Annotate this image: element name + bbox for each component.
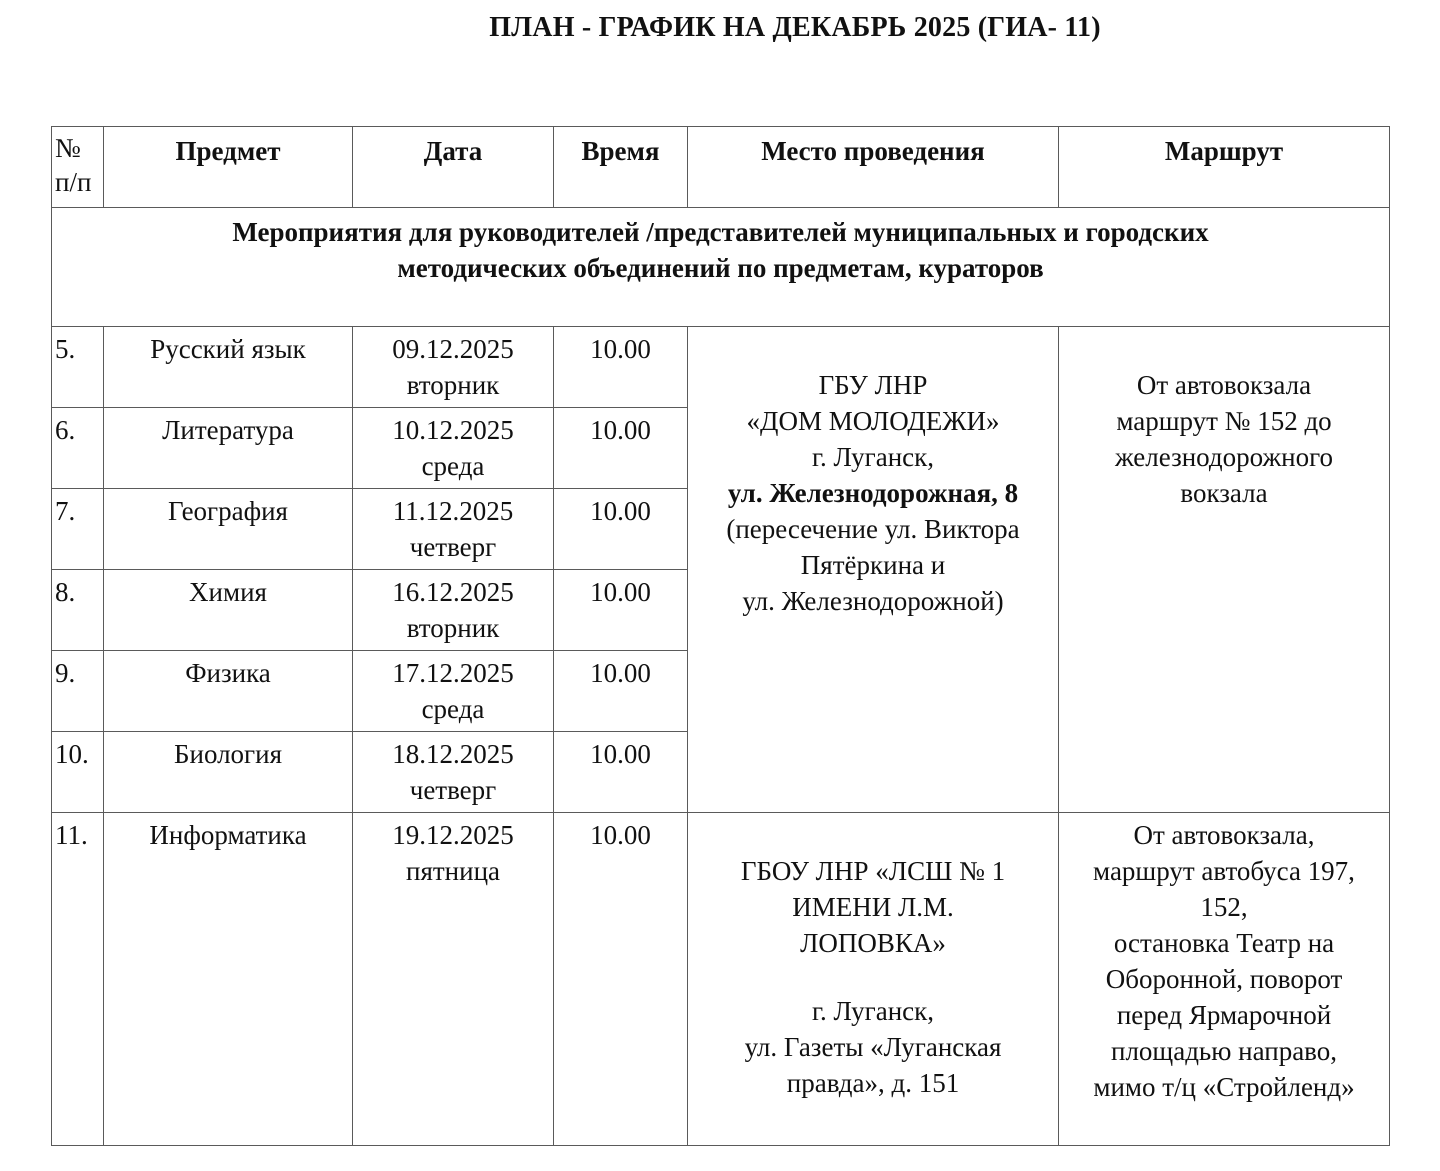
group-row (52, 208, 1390, 327)
row-date-value: 09.12.2025 (392, 334, 514, 364)
place1-line1: ГБУ ЛНР (818, 370, 928, 400)
header-time: Время (554, 127, 688, 208)
header-route: Маршрут (1059, 127, 1390, 208)
row-subject: Информатика (104, 813, 353, 1146)
route-cell-1 (1059, 327, 1390, 813)
route1-line1: От автовокзала (1136, 370, 1312, 400)
row-date (353, 813, 554, 1146)
table-row (52, 813, 1390, 1146)
route1-line3: железнодорожного (1115, 442, 1333, 472)
row-subject: География (104, 489, 353, 570)
place2-spacer (688, 961, 1058, 993)
place-cell-dom-molodezhi (688, 327, 1059, 813)
route1-line4: вокзала (1180, 478, 1268, 508)
row-number: 5. (52, 327, 104, 408)
row-weekday: среда (421, 694, 485, 724)
row-date (353, 651, 554, 732)
row-subject: Литература (104, 408, 353, 489)
document-title: ПЛАН - ГРАФИК НА ДЕКАБРЬ 2025 (ГИА- 11) (489, 12, 1101, 43)
place2-line4: г. Луганск, (811, 996, 935, 1026)
route2-line4: остановка Театр на (1113, 928, 1335, 958)
row-date (353, 732, 554, 813)
place2-line1: ГБОУ ЛНР «ЛСШ № 1 (740, 856, 1006, 886)
header-number-line1: № (55, 133, 81, 163)
row-weekday: четверг (409, 532, 497, 562)
row-time: 10.00 (554, 651, 688, 732)
place2-line5: ул. Газеты «Луганская (744, 1032, 1002, 1062)
route2-line7: площадью направо, (1111, 1036, 1337, 1066)
row-number: 8. (52, 570, 104, 651)
row-number: 6. (52, 408, 104, 489)
row-number: 7. (52, 489, 104, 570)
row-date (353, 327, 554, 408)
row-time: 10.00 (554, 489, 688, 570)
place1-line3: г. Луганск, (811, 442, 935, 472)
route2-line8: мимо т/ц «Стройленд» (1093, 1072, 1355, 1102)
route2-line3: 152, (1200, 892, 1248, 922)
header-number (52, 127, 104, 208)
place2-line6: правда», д. 151 (786, 1068, 960, 1098)
place1-line2: «ДОМ МОЛОДЕЖИ» (746, 406, 1000, 436)
place2-line2: ИМЕНИ Л.М. (792, 892, 954, 922)
row-number: 9. (52, 651, 104, 732)
place1-line5: (пересечение ул. Виктора (726, 514, 1020, 544)
row-time: 10.00 (554, 813, 688, 1146)
row-subject: Русский язык (104, 327, 353, 408)
route1-line2: маршрут № 152 до (1116, 406, 1332, 436)
place1-line6: Пятёркина и (800, 550, 946, 580)
row-date (353, 570, 554, 651)
schedule-table (51, 126, 1390, 1146)
table-row (52, 327, 1390, 408)
header-date: Дата (353, 127, 554, 208)
row-date-value: 17.12.2025 (392, 658, 514, 688)
row-time: 10.00 (554, 732, 688, 813)
row-subject: Биология (104, 732, 353, 813)
header-subject: Предмет (104, 127, 353, 208)
row-date-value: 11.12.2025 (392, 496, 514, 526)
row-weekday: вторник (406, 613, 500, 643)
row-date-value: 19.12.2025 (392, 820, 514, 850)
row-weekday: пятница (406, 856, 500, 886)
route-cell-2 (1059, 813, 1390, 1146)
row-date (353, 489, 554, 570)
place1-line7: ул. Железнодорожной) (742, 586, 1004, 616)
row-subject: Физика (104, 651, 353, 732)
row-time: 10.00 (554, 327, 688, 408)
place1-street: ул. Железнодорожная, 8 (727, 478, 1019, 508)
row-number: 10. (52, 732, 104, 813)
row-date (353, 408, 554, 489)
route2-line5: Оборонной, поворот (1105, 964, 1343, 994)
header-number-line2: п/п (55, 167, 92, 197)
route2-line2: маршрут автобуса 197, (1093, 856, 1355, 886)
row-weekday: среда (421, 451, 485, 481)
header-place: Место проведения (688, 127, 1059, 208)
route2-line6: перед Ярмарочной (1116, 1000, 1332, 1030)
table-header-row (52, 127, 1390, 208)
row-weekday: вторник (406, 370, 500, 400)
place2-line3: ЛОПОВКА» (800, 928, 946, 958)
row-subject: Химия (104, 570, 353, 651)
route2-line1: От автовокзала, (1133, 820, 1315, 850)
group-heading-line2: методических объединений по предметам, кураторов (397, 253, 1044, 283)
place-cell-lsh-1 (688, 813, 1059, 1146)
row-date-value: 10.12.2025 (392, 415, 514, 445)
row-weekday: четверг (409, 775, 497, 805)
group-heading (52, 208, 1390, 327)
group-heading-line1: Мероприятия для руководителей /представителей муниципальных и городских (232, 217, 1209, 247)
row-date-value: 18.12.2025 (392, 739, 514, 769)
row-date-value: 16.12.2025 (392, 577, 514, 607)
row-number: 11. (52, 813, 104, 1146)
row-time: 10.00 (554, 570, 688, 651)
row-time: 10.00 (554, 408, 688, 489)
